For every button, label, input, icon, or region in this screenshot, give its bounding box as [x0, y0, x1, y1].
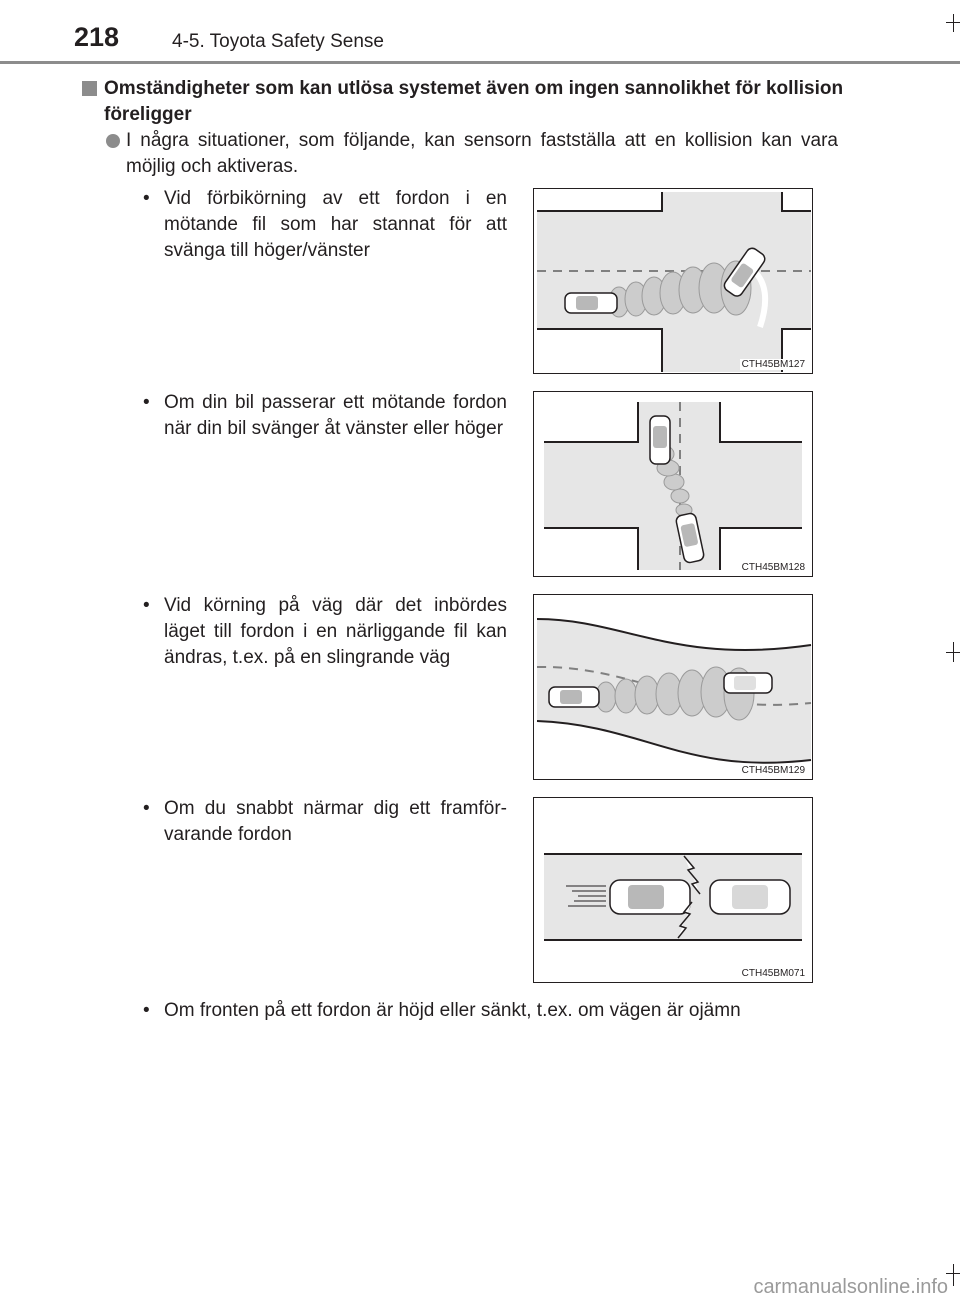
figure-oncoming-vehicle-turn — [533, 391, 813, 577]
figure-code: CTH45BM071 — [741, 968, 805, 979]
figure-passing-turning-vehicle — [533, 188, 813, 374]
intro-paragraph — [126, 128, 838, 180]
item-text: Vid förbikörning av ett fordon i en mötande fil som har stannat för att svänga till höger/vänster — [164, 188, 507, 261]
item-text: Vid körning på väg där det inbördes läget till fordon i en närliggande fil kan ändras, t.ex. på en slingrande väg — [164, 595, 507, 668]
crop-mark — [953, 1264, 954, 1286]
heading-text: Omständigheter som kan utlösa systemet även om ingen sannolikhet för kollision föreligger — [104, 78, 844, 125]
bullet: • — [143, 798, 150, 819]
list-item — [143, 796, 507, 848]
page-number: 218 — [74, 22, 120, 52]
item-text: Om din bil passerar ett mötande fordon när din bil svänger åt vänster eller höger — [164, 392, 507, 439]
bullet: • — [143, 1000, 150, 1021]
figure-winding-road — [533, 594, 813, 780]
figure-code: CTH45BM129 — [741, 765, 805, 776]
item-text: Om fronten på ett fordon är höjd eller sänkt, t.ex. om vägen är ojämn — [164, 1000, 741, 1021]
bullet: • — [143, 595, 150, 616]
list-item — [143, 593, 507, 671]
bullet: • — [143, 392, 150, 413]
item-text: Om du snabbt närmar dig ett framförvarande fordon — [164, 798, 507, 845]
square-bullet-icon — [82, 81, 97, 96]
figure-approaching-vehicle — [533, 797, 813, 983]
list-item — [143, 390, 507, 442]
intro-text: I några situationer, som följande, kan sensorn fastställa att en kollision kan vara möjlig och aktiveras. — [126, 130, 838, 177]
figure-code: CTH45BM127 — [741, 359, 805, 370]
crop-mark — [953, 642, 954, 662]
section-title: 4-5. Toyota Safety Sense — [172, 31, 384, 52]
bullet: • — [143, 188, 150, 209]
footer-watermark: carmanualsonline.info — [753, 1276, 948, 1298]
list-item — [143, 998, 864, 1024]
section-heading — [104, 76, 844, 128]
header-rule — [0, 61, 960, 64]
list-item — [143, 186, 507, 264]
round-bullet-icon — [106, 134, 120, 148]
crop-mark — [953, 14, 954, 32]
figure-code: CTH45BM128 — [741, 562, 805, 573]
